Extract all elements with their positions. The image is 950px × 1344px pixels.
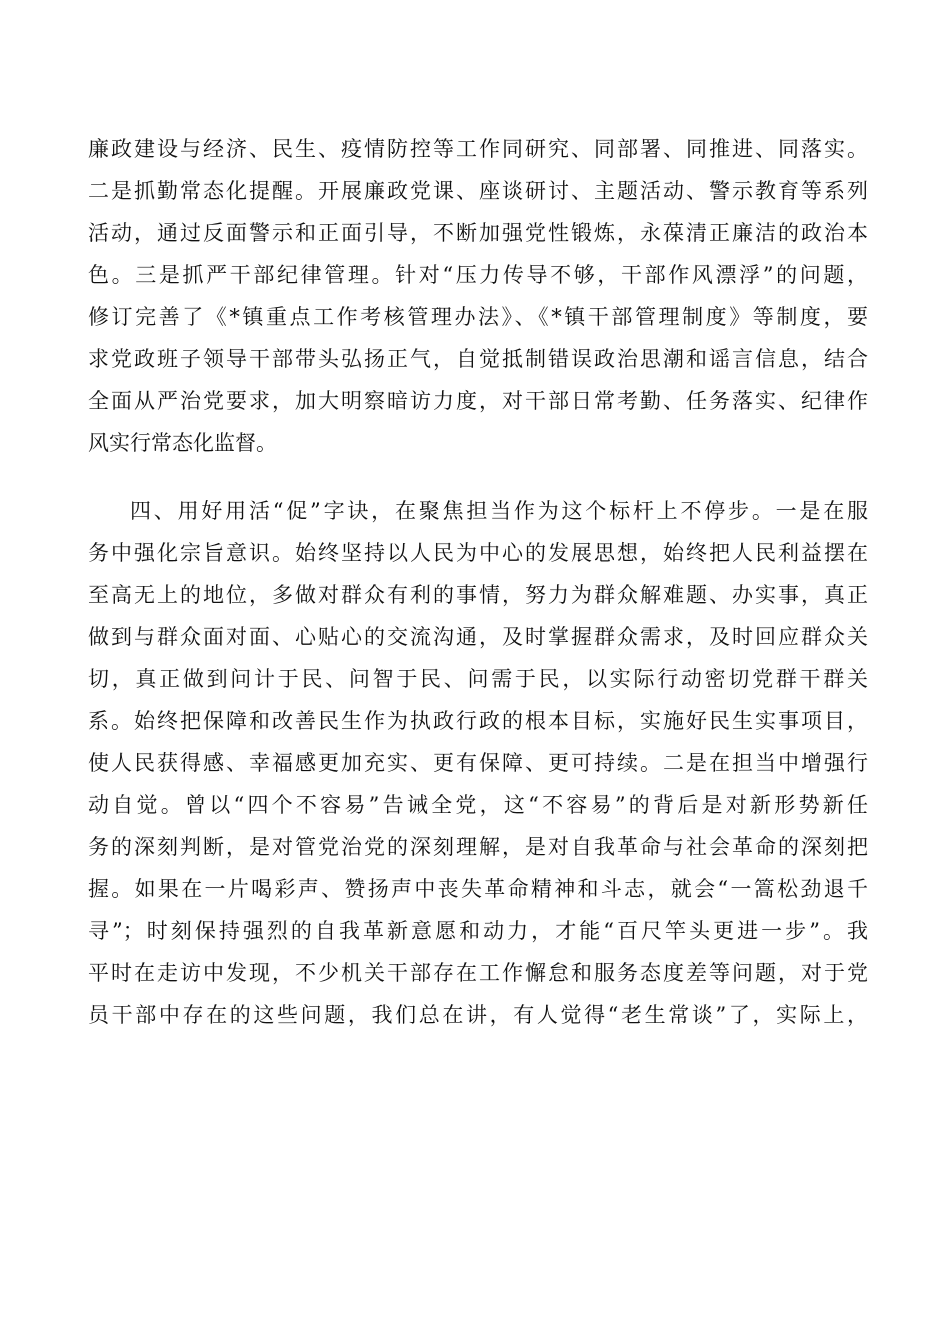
- text-line: 廉政建设与经济、民生、疫情防控等工作同研究、同部署、同推进、同落实。: [88, 137, 868, 161]
- text-line: 至高无上的地位，多做对群众有利的事情，努力为群众解难题、办实事，真正: [88, 583, 868, 607]
- document-body: [88, 128, 868, 1036]
- text-line: 务中强化宗旨意识。始终坚持以人民为中心的发展思想，始终把人民利益摆在: [88, 541, 868, 565]
- text-line: 求党政班子领导干部带头弘扬正气，自觉抵制错误政治思潮和谣言信息，结合: [88, 347, 868, 371]
- text-line: 四、用好用活“促”字诀，在聚焦担当作为这个标杆上不停步。一是在服: [130, 499, 868, 523]
- text-line: 寻”；时刻保持强烈的自我革新意愿和动力，才能“百尺竿头更进一步”。我: [88, 919, 868, 943]
- paragraph-2: [88, 490, 868, 1036]
- text-line: 色。三是抓严干部纪律管理。针对“压力传导不够，干部作风漂浮”的问题，: [88, 263, 868, 287]
- text-line: 系。始终把保障和改善民生作为执政行政的根本目标，实施好民生实事项目，: [88, 709, 868, 733]
- text-line: 握。如果在一片喝彩声、赞扬声中丧失革命精神和斗志，就会“一篙松劲退千: [88, 877, 868, 901]
- text-line: 活动，通过反面警示和正面引导，不断加强党性锻炼，永葆清正廉洁的政治本: [88, 221, 868, 245]
- text-line: 风实行常态化监督。: [88, 431, 277, 455]
- paragraph-1: [88, 128, 868, 464]
- text-line: 员干部中存在的这些问题，我们总在讲，有人觉得“老生常谈”了，实际上，: [88, 1003, 868, 1027]
- text-line: 二是抓勤常态化提醒。开展廉政党课、座谈研讨、主题活动、警示教育等系列: [88, 179, 868, 203]
- text-line: 动自觉。曾以“四个不容易”告诫全党，这“不容易”的背后是对新形势新任: [88, 793, 868, 817]
- text-line: 平时在走访中发现，不少机关干部存在工作懈怠和服务态度差等问题，对于党: [88, 961, 868, 985]
- text-line: 切，真正做到问计于民、问智于民、问需于民，以实际行动密切党群干群关: [88, 667, 868, 691]
- text-line: 修订完善了《*镇重点工作考核管理办法》、《*镇干部管理制度》等制度，要: [88, 305, 868, 329]
- paragraph-spacer: [88, 464, 868, 490]
- text-line: 务的深刻判断，是对管党治党的深刻理解，是对自我革命与社会革命的深刻把: [88, 835, 868, 859]
- text-line: 全面从严治党要求，加大明察暗访力度，对干部日常考勤、任务落实、纪律作: [88, 389, 868, 413]
- text-line: 做到与群众面对面、心贴心的交流沟通，及时掌握群众需求，及时回应群众关: [88, 625, 868, 649]
- text-line: 使人民获得感、幸福感更加充实、更有保障、更可持续。二是在担当中增强行: [88, 751, 868, 775]
